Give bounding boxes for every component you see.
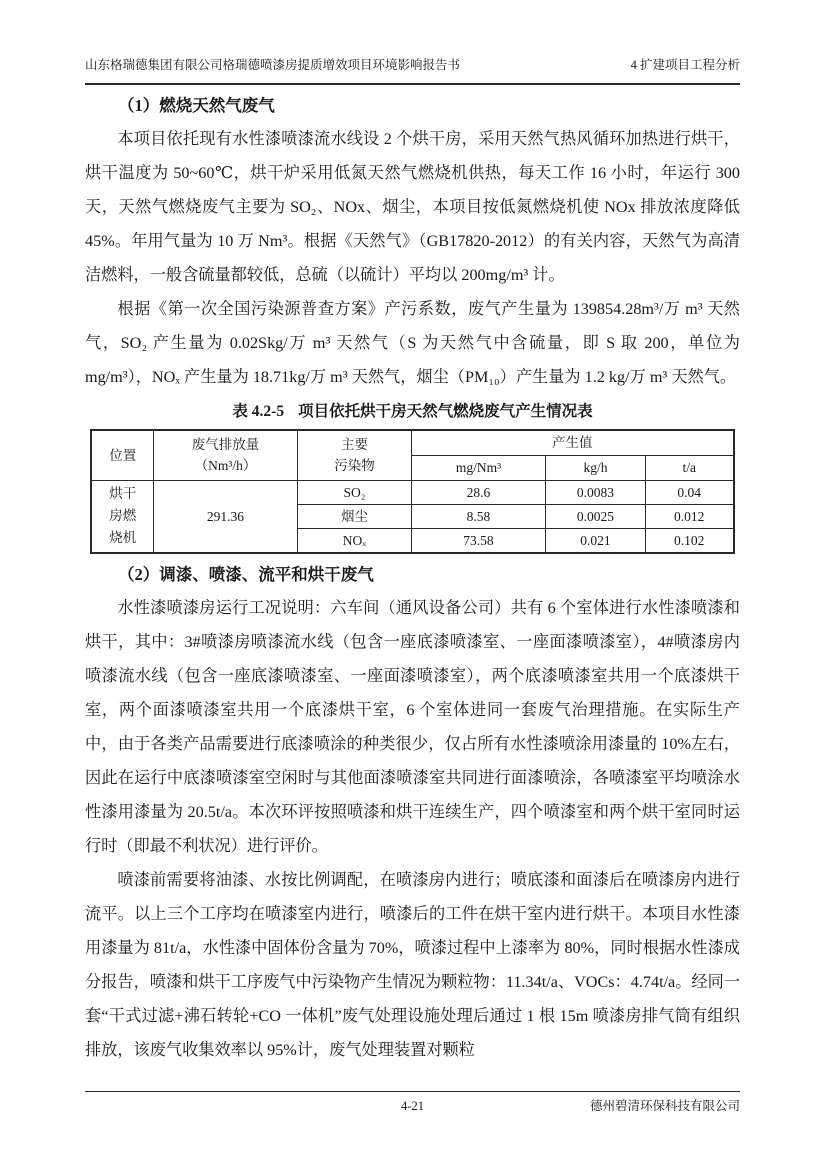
cell-ta: 0.102 xyxy=(645,528,733,553)
header-cell-emission-line2: （Nm³/h） xyxy=(194,458,257,474)
section-2-heading: （2）调漆、喷漆、流平和烘干废气 xyxy=(118,564,374,584)
cell-kgh: 0.0083 xyxy=(545,480,645,504)
footer-company-name: 德州碧清环保科技有限公司 xyxy=(589,1099,740,1113)
table-row-so2 xyxy=(91,480,733,504)
cell-pollutant: NOₓ xyxy=(297,528,411,553)
paragraph-paint-mixing-process: 喷漆前需要将油漆、水按比例调配，在喷漆房内进行；喷底漆和面漆后在喷漆房内进行流平。以上三个工序均在喷漆室内进行，喷漆后的工件在烘干室内进行烘干。本项目水性漆用漆量为 81t/a，水性漆中固体份含量为 70%，喷漆过程中上漆率为 80%，同时根据水性漆成分报告，喷漆和烘干工序废气中污染物产生情况为颗粒物：11.34t/a、VOCs：4.74t/a。经同一套“干式过滤+沸石转轮+CO 一体机”废气处理设施处理后通过 1 根 15m 喷漆房排气筒有组织排放，该废气收集效率以 95%计，废气处理装置对颗粒 xyxy=(85,870,740,1059)
page-header xyxy=(85,56,740,85)
cell-mg: 73.58 xyxy=(411,528,545,553)
cell-location: 烘干房燃烧机 xyxy=(91,480,153,553)
table-caption: 项目依托烘干房天然气燃烧废气产生情况表 xyxy=(298,403,593,420)
header-cell-pollutant-line2: 污染物 xyxy=(334,458,375,474)
table-title xyxy=(85,399,740,424)
header-cell-pollutant xyxy=(297,430,411,480)
cell-emission-rate: 291.36 xyxy=(153,480,297,553)
emission-table xyxy=(90,429,734,554)
cell-pollutant: SO₂ xyxy=(297,480,411,504)
cell-ta: 0.012 xyxy=(645,504,733,528)
paragraph-spray-booth-conditions: 水性漆喷漆房运行工况说明：六车间（通风设备公司）共有 6 个室体进行水性漆喷漆和烘干，其中：3#喷漆房喷漆流水线（包含一座底漆喷漆室、一座面漆喷漆室），4#喷漆房内喷漆流水线（包含一座底漆喷漆室、一座面漆喷漆室），两个底漆喷漆室共用一个底漆烘干室，两个面漆喷漆室共用一个底漆烘干室，6 个室体进同一套废气治理措施。在实际生产中，由于各类产品需要进行底漆喷涂的种类很少，仅占所有水性漆喷涂用漆量的 10%左右，因此在运行中底漆喷漆室空闲时与其他面漆喷漆室共同进行面漆喷涂，各喷漆室平均喷涂水性漆用漆量为 20.5t/a。本次环评按照喷漆和烘干连续生产，四个喷漆室和两个烘干室同时运行时（即最不利状况）进行评价。 xyxy=(85,598,740,855)
header-cell-emission xyxy=(153,430,297,480)
header-chapter-title: 4 扩建项目工程分析 xyxy=(630,58,740,72)
header-cell-location: 位置 xyxy=(91,430,153,480)
cell-ta: 0.04 xyxy=(645,480,733,504)
header-cell-value-group: 产生值 xyxy=(411,430,733,455)
header-report-title: 山东格瑞德集团有限公司格瑞德喷漆房提质增效项目环境影响报告书 xyxy=(85,58,461,72)
section-1-heading: （1）燃烧天然气废气 xyxy=(118,96,275,115)
cell-mg: 8.58 xyxy=(411,504,545,528)
header-cell-mg: mg/Nm³ xyxy=(411,455,545,480)
header-cell-ta: t/a xyxy=(645,455,733,480)
page-content xyxy=(85,92,740,1067)
paragraph-pollution-coefficients: 根据《第一次全国污染源普查方案》产污系数，废气产生量为 139854.28m³/万 m³ 天然气，SO₂ 产生量为 0.02Skg/万 m³ 天然气（S 为天然气中含硫量，即 S 取 200，单位为 mg/m³），NOₓ 产生量为 18.71kg/万 m³ 天然气，烟尘（PM₁₀）产生量为 1.2 kg/万 m³ 天然气。 xyxy=(85,300,740,386)
table-label: 表 4.2-5 xyxy=(232,403,285,420)
header-cell-kgh: kg/h xyxy=(545,455,645,480)
paragraph-natural-gas-intro: 本项目依托现有水性漆喷漆流水线设 2 个烘干房，采用天然气热风循环加热进行烘干，烘干温度为 50~60℃，烘干炉采用低氮天然气燃烧机供热，每天工作 16 小时，年运行 300 天，天然气燃烧废气主要为 SO₂、NOx、烟尘，本项目按低氮燃烧机使 NOx 排放浓度降低 45%。年用气量为 10 万 Nm³。根据《天然气》（GB17820-2012）的有关内容，天然气为高清洁燃料，一般含硫量都较低，总硫（以硫计）平均以 200mg/m³ 计。 xyxy=(85,130,740,284)
cell-kgh: 0.021 xyxy=(545,528,645,553)
cell-kgh: 0.0025 xyxy=(545,504,645,528)
cell-mg: 28.6 xyxy=(411,480,545,504)
header-cell-pollutant-line1: 主要 xyxy=(340,437,368,453)
cell-pollutant: 烟尘 xyxy=(297,504,411,528)
page-number: 4-21 xyxy=(401,1099,424,1113)
header-cell-emission-line1: 废气排放量 xyxy=(191,437,260,453)
table-header-row-1 xyxy=(91,430,733,455)
page-footer xyxy=(85,1091,740,1114)
